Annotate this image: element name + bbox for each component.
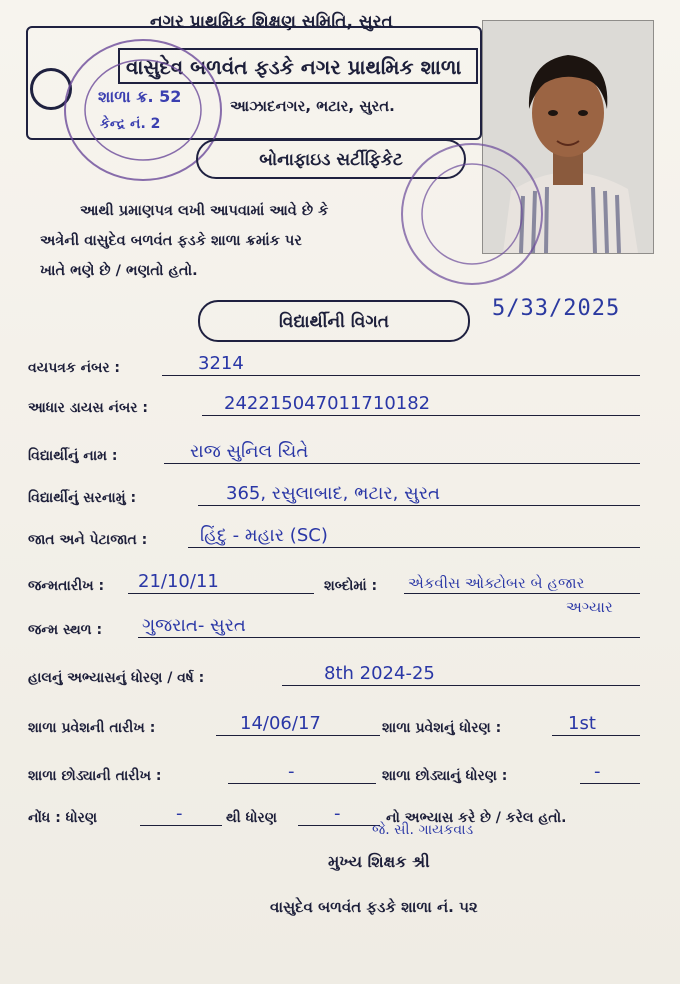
- field-caste: [28, 524, 640, 554]
- seal-school-no: શાળા ક્ર. 52: [98, 87, 182, 106]
- field-admission: [28, 712, 640, 742]
- leaving-std-value: -: [594, 761, 601, 782]
- note-label: નોંધ : ધોરણ: [28, 810, 98, 826]
- field-student-name: [28, 440, 640, 470]
- caste-label: જાત અને પેટાજાત :: [28, 532, 148, 548]
- field-aadhar-dise: [28, 392, 640, 422]
- birthplace-label: જન્મ સ્થળ :: [28, 622, 103, 638]
- intro-line-3: ખાતે ભણે છે / ભણતો હતો.: [40, 263, 198, 279]
- admission-std-value: 1st: [568, 713, 596, 734]
- dob-label: જન્મતારીખ :: [28, 578, 105, 594]
- signature-handwritten-name: જે. સી. ગાયકવાડ: [372, 822, 474, 838]
- note-to-label: થી ધોરણ: [226, 810, 277, 826]
- birthplace-value: ગુજરાત- સુરત: [142, 615, 246, 636]
- dob-words-label: શબ્દોમાં :: [324, 578, 378, 594]
- field-leaving: [28, 760, 640, 790]
- seal-center-no: કેન્દ્ર નં. 2: [100, 116, 161, 132]
- field-address: [28, 482, 640, 512]
- note-from-value: -: [176, 803, 183, 824]
- aadhar-dise-value: 242215047011710182: [224, 393, 431, 414]
- field-current-std: [28, 662, 640, 692]
- dob-value: 21/10/11: [138, 571, 219, 592]
- admission-date-label: શાળા પ્રવેશની તારીખ :: [28, 720, 156, 736]
- aadhar-dise-label: આધાર ડાયસ નંબર :: [28, 400, 148, 416]
- address-label: વિદ્યાર્થીનું સરનામું :: [28, 490, 137, 506]
- admission-std-label: શાળા પ્રવેશનું ધોરણ :: [382, 720, 502, 736]
- certificate-title: બોનાફાઇડ સર્ટીફિકેટ: [196, 139, 466, 179]
- handwritten-date: 5/33/2025: [492, 296, 621, 321]
- note-to-value: -: [334, 803, 341, 824]
- intro-line-2: અત્રેની વાસુદેવ બળવંત ફડકે શાળા ક્રમાંક પર: [40, 233, 302, 249]
- note-suffix: નો અભ્યાસ કરે છે / કરેલ હતો.: [386, 810, 567, 826]
- caste-value: હિંદુ - મહાર (SC): [200, 525, 328, 546]
- student-name-value: રાજ સુનિલ ચિતે: [190, 441, 309, 462]
- signature-school: વાસુદેવ બળવંત ફડકે શાળા નં. ૫૨: [270, 898, 478, 916]
- leaving-date-value: -: [288, 761, 295, 782]
- signature-title: મુખ્ય શિક્ષક શ્રી: [328, 852, 430, 871]
- student-name-label: વિદ્યાર્થીનું નામ :: [28, 448, 118, 464]
- field-register-no: [28, 352, 640, 382]
- current-std-label: હાલનું અભ્યાસનું ધોરણ / વર્ષ :: [28, 670, 205, 686]
- admission-date-value: 14/06/17: [240, 713, 321, 734]
- committee-title: નગર પ્રાથમિક શિક્ષણ સમિતિ, સુરત: [150, 12, 393, 32]
- intro-paragraph: [40, 196, 560, 286]
- dob-words-value-continued: અગ્યાર: [566, 598, 613, 616]
- leaving-std-label: શાળા છોડ્યાનું ધોરણ :: [382, 768, 508, 784]
- school-address: આઝાદનગર, ભટાર, સુરત.: [230, 97, 395, 115]
- leaving-date-label: શાળા છોડ્યાની તારીખ :: [28, 768, 162, 784]
- intro-line-1: આથી પ્રમાણપત્ર લખી આપવામાં આવે છે કે: [80, 203, 329, 219]
- field-note: [28, 802, 640, 832]
- faint-stamp: [300, 872, 600, 952]
- current-std-value: 8th 2024-25: [324, 663, 435, 684]
- school-name: વાસુદેવ બળવંત ફડકે નગર પ્રાથમિક શાળા: [118, 48, 478, 84]
- register-no-value: 3214: [198, 353, 244, 374]
- student-details-title: વિદ્યાર્થીની વિગત: [198, 300, 470, 342]
- dob-words-value: એકવીસ ઓક્ટોબર બે હજાર: [408, 574, 585, 592]
- register-no-label: વયપત્રક નંબર :: [28, 360, 121, 376]
- field-dob: [28, 570, 640, 600]
- address-value: 365, રસુલાબાદ, ભટાર, સુરત: [226, 483, 440, 504]
- field-birthplace: [28, 614, 640, 644]
